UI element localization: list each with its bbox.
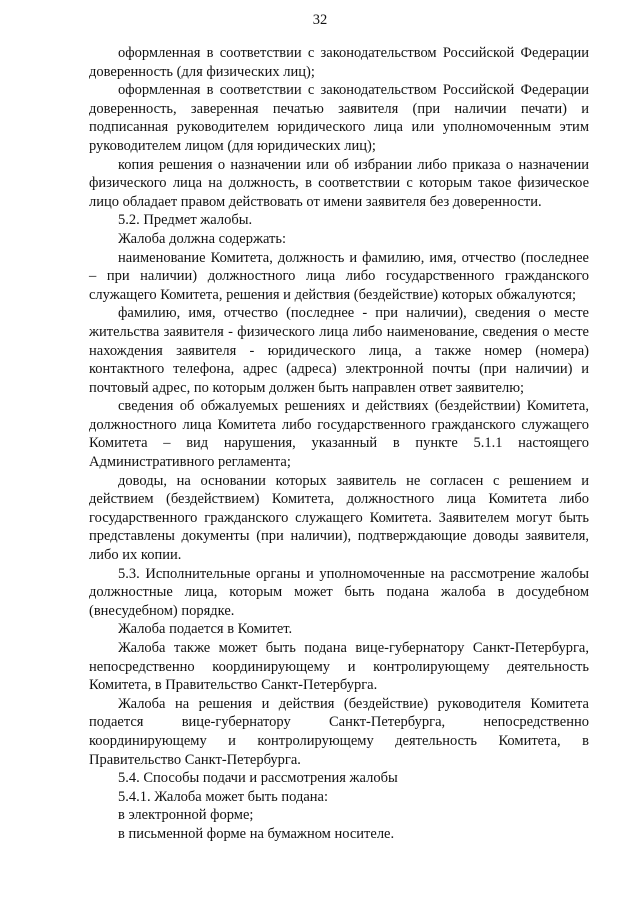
paragraph: Жалоба должна содержать: xyxy=(118,230,287,247)
paragraph: 5.4.1. Жалоба может быть подана: xyxy=(118,788,328,805)
paragraph: доводы, на основании которых заявитель не согласен с решением и действием (бездействием) Комитета, должностного лица Комитета либо государственного гражданского служащего Комитета. Заявителем могут быть представлены документы (при наличии), подтверждающие доводы заявителя, либо их копии. xyxy=(89,472,589,564)
paragraph: в электронной форме; xyxy=(118,807,254,824)
document-body xyxy=(89,44,589,844)
paragraph: наименование Комитета, должность и фамилию, имя, отчество (последнее – при наличии) должностного лица либо государственного гражданского служащего Комитета, решения и действия (бездействие) которых обжалуются; xyxy=(89,249,589,303)
paragraph: Жалоба на решения и действия (бездействие) руководителя Комитета подается вице-губернатору Санкт-Петербурга, непосредственно координирующему и контролирующему деятельность Комитета, в Правительство Санкт-Петербурга. xyxy=(89,695,589,768)
paragraph: оформленная в соответствии с законодательством Российской Федерации доверенность (для физических лиц); xyxy=(89,45,589,80)
section-heading: 5.3. Исполнительные органы и уполномоченные на рассмотрение жалобы должностные лица, которым может быть подана жалоба в досудебном (внесудебном) порядке. xyxy=(89,565,589,619)
paragraph: в письменной форме на бумажном носителе. xyxy=(118,825,395,842)
section-heading: 5.4. Способы подачи и рассмотрения жалобы xyxy=(118,770,398,787)
paragraph: оформленная в соответствии с законодательством Российской Федерации доверенность, заверенная печатью заявителя (при наличии печати) и подписанная руководителем юридического лица или уполномоченным этим руководителем лицом (для юридических лиц); xyxy=(89,82,589,154)
section-heading: 5.2. Предмет жалобы. xyxy=(118,212,253,229)
page-number: 32 xyxy=(312,12,328,28)
paragraph: копия решения о назначении или об избрании либо приказа о назначении физического лица на должность, в соответствии с которым такое физическое лицо обладает правом действовать от имени заявителя без доверенности. xyxy=(89,156,589,210)
paragraph: сведения об обжалуемых решениях и действиях (бездействии) Комитета, должностного лица Комитета либо государственного гражданского служащего Комитета – вид нарушения, указанный в пункте 5.1.1 настоящего Административного регламента; xyxy=(89,398,589,471)
paragraph: Жалоба подается в Комитет. xyxy=(118,621,293,638)
paragraph: фамилию, имя, отчество (последнее - при наличии), сведения о месте жительства заявителя - физического лица либо наименование, сведения о месте нахождения заявителя - юридического лица, а также номер (номера) контактного телефона, адрес (адреса) электронной почты (при наличии) и почтовый адрес, по которым должен быть направлен ответ заявителю; xyxy=(89,305,589,396)
paragraph: Жалоба также может быть подана вице-губернатору Санкт-Петербурга, непосредственно координирующему и контролирующему деятельность Комитета, в Правительство Санкт-Петербурга. xyxy=(89,640,589,694)
